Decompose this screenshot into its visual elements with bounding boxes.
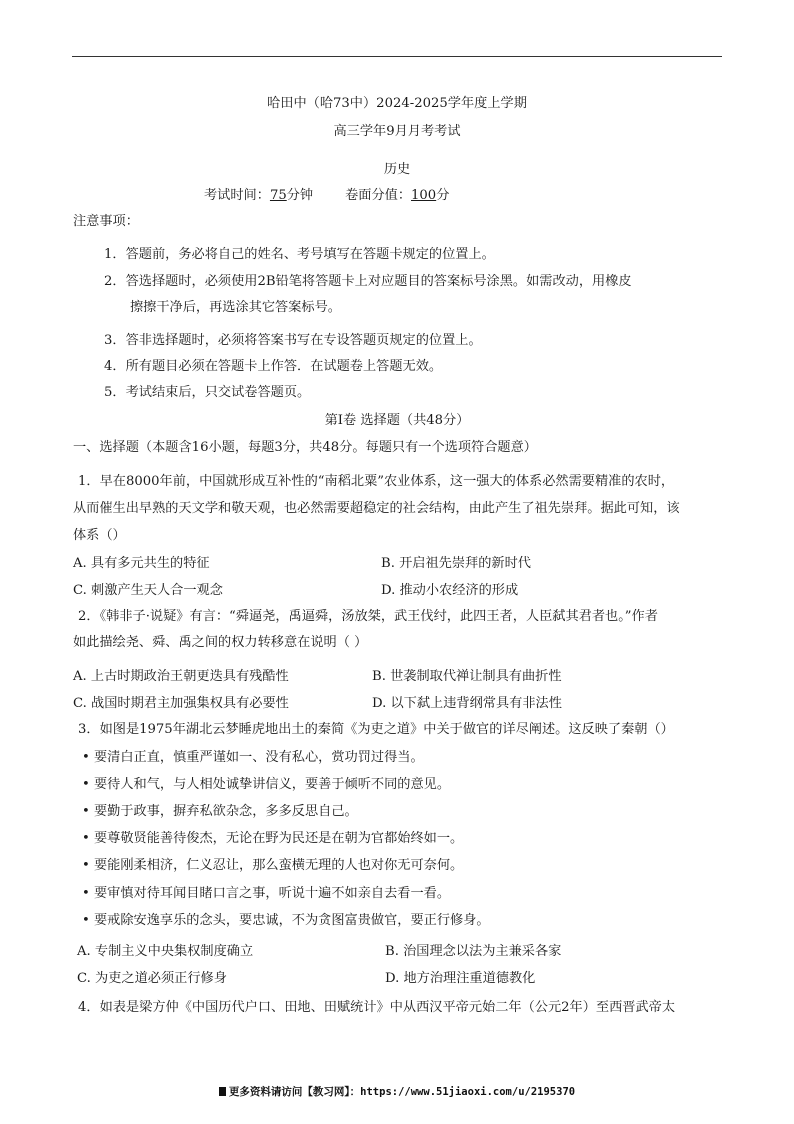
flag-icon — [219, 1087, 226, 1096]
footer — [0, 1084, 794, 1099]
score-unit: 分 — [436, 188, 450, 203]
time-value: 75 — [269, 188, 287, 203]
q1-option-a: A. 具有多元共生的特征 — [73, 556, 210, 571]
q2-option-d: D. 以下弑上违背纲常具有非法性 — [372, 696, 562, 711]
notice-item: 5．考试结束后，只交试卷答题页。 — [104, 385, 311, 400]
q3-bullet: • 要清白正直，慎重严谨如一、没有私心，赏功罚过得当。 — [82, 750, 424, 765]
q1-option-d: D. 推动小农经济的形成 — [381, 583, 519, 598]
q3-option-d: D. 地方治理注重道德教化 — [385, 971, 536, 986]
header-rule — [72, 56, 722, 57]
score-value: 100 — [411, 188, 437, 203]
section-instruction: 一、选择题（本题含16小题，每题3分，共48分。每题只有一个选项符合题意） — [73, 440, 537, 455]
q1-option-c: C. 刺激产生天人合一观念 — [73, 583, 223, 598]
q3-option-a: A. 专制主义中央集权制度确立 — [77, 944, 254, 959]
q2-option-b: B. 世袭制取代禅让制具有曲折性 — [372, 669, 562, 684]
q3-option-c: C. 为吏之道必须正行修身 — [77, 971, 227, 986]
notice-item: 4．所有题目必须在答题卡上作答．在试题卷上答题无效。 — [104, 359, 443, 374]
q1-stem: 从而催生出早熟的天文学和敬天观，也必然需要超稳定的社会结构，由此产生了祖先崇拜。据此可知，该 — [73, 501, 680, 516]
q3-bullet: • 要戒除安逸享乐的念头，要忠诚，不为贪图富贵做官，要正行修身。 — [82, 913, 490, 928]
notice-item: 3．答非选择题时，必须将答案书写在专设答题页规定的位置上。 — [104, 333, 482, 348]
notice-item: 1．答题前，务必将自己的姓名、考号填写在答题卡规定的位置上。 — [104, 247, 495, 262]
notice-item: 擦擦干净后，再选涂其它答案标号。 — [130, 300, 341, 315]
q4-stem: 4．如表是梁方仲《中国历代户口、田地、田赋统计》中从西汉平帝元始二年（公元2年）至西晋武帝太 — [78, 1000, 676, 1015]
q2-option-a: A. 上古时期政治王朝更迭具有残酷性 — [73, 669, 289, 684]
q2-option-c: C. 战国时期君主加强集权具有必要性 — [73, 696, 289, 711]
q3-bullet: • 要能刚柔相济，仁义忍让，那么蛮横无理的人也对你无可奈何。 — [82, 858, 464, 873]
q3-option-b: B. 治国理念以法为主兼采各家 — [385, 944, 562, 959]
q3-bullet: • 要勤于政事，摒弃私欲杂念，多多反思自己。 — [82, 804, 358, 819]
exam-info — [204, 186, 449, 206]
notice-title: 注意事项： — [73, 214, 139, 229]
exam-title: 高三学年9月月考考试 — [333, 124, 461, 139]
q1-stem: 1．早在8000年前，中国就形成互补性的“南稻北粟”农业体系，这一强大的体系必然需要精准的农时， — [78, 474, 675, 489]
q3-bullet: • 要尊敬贤能善待俊杰，无论在野为民还是在朝为官都始终如一。 — [82, 831, 464, 846]
section-title: 第Ⅰ卷 选择题（共48分） — [324, 413, 470, 428]
q3-bullet: • 要待人和气，与人相处诚挚讲信义，要善于倾听不同的意见。 — [82, 777, 451, 792]
time-unit: 分钟 — [286, 188, 314, 203]
q2-stem: 如此描绘尧、舜、禹之间的权力转移意在说明（ ） — [73, 635, 368, 650]
q3-bullet: • 要审慎对待耳闻目睹口言之事，听说十遍不如亲自去看一看。 — [82, 886, 451, 901]
notice-item: 2．答选择题时，必须使用2B铅笔将答题卡上对应题目的答案标号涂黑。如需改动，用橡皮 — [104, 274, 632, 289]
footer-link[interactable]: 更多资料请访问【教习网】：https://www.51jiaoxi.com/u/2195370 — [228, 1086, 576, 1098]
subject-title: 历史 — [383, 162, 411, 177]
school-title: 哈田中（哈73中）2024-2025学年度上学期 — [267, 96, 527, 111]
q1-option-b: B. 开启祖先崇拜的新时代 — [381, 556, 531, 571]
q2-stem: 2．《韩非子·说疑》有言：“舜逼尧，禹逼舜，汤放桀，武王伐纣，此四王者，人臣弑其君者也。”作者 — [78, 609, 658, 624]
time-label: 考试时间： — [204, 188, 270, 203]
q1-stem: 体系（） — [73, 528, 126, 543]
q3-stem: 3．如图是1975年湖北云梦睡虎地出土的秦简《为吏之道》中关于做官的详尽阐述。这反映了秦朝（） — [78, 722, 674, 737]
score-label: 卷面分值： — [345, 188, 412, 203]
